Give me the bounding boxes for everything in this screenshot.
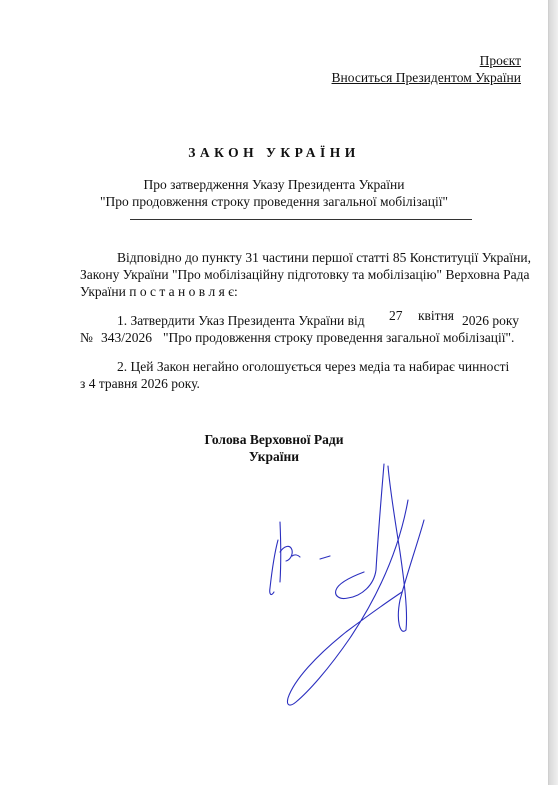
preamble-line-2: Закону України "Про мобілізаційну підготовку та мобілізацію" Верховна Рада xyxy=(80,267,530,282)
preamble-line-1: Відповідно до пункту 31 частини першої статті 85 Конституції України, xyxy=(117,250,531,265)
project-label: Проєкт xyxy=(479,53,521,68)
title-underline xyxy=(130,219,472,220)
law-title: ЗАКОН УКРАЇНИ xyxy=(188,145,360,160)
preamble-line-3: України п о с т а н о в л я є: xyxy=(80,284,238,299)
subtitle-line-1: Про затвердження Указу Президента України xyxy=(143,177,405,192)
item1-day: 27 xyxy=(389,308,403,323)
item1-number: 343/2026 xyxy=(101,330,153,345)
item1-decree-title: "Про продовження строку проведення загальної мобілізації". xyxy=(163,330,515,345)
item1-month: квітня xyxy=(418,308,455,323)
submitted-by-label: Вноситься Президентом України xyxy=(331,70,521,85)
item1-year: 2026 року xyxy=(462,313,519,328)
signatory-title-line-2: України xyxy=(248,449,300,464)
viewer-edge xyxy=(549,0,558,785)
signatory-title-line-1: Голова Верховної Ради xyxy=(204,432,344,447)
subtitle-line-2: "Про продовження строку проведення загальної мобілізації" xyxy=(100,194,448,209)
item2-line-2: з 4 травня 2026 року. xyxy=(80,376,200,391)
item2-line-1: 2. Цей Закон негайно оголошується через медіа та набирає чинності xyxy=(117,359,510,374)
signature-strokes xyxy=(270,464,424,705)
item1-number-sign: № xyxy=(80,330,93,345)
item1-prefix: 1. Затвердити Указ Президента України від xyxy=(117,313,365,328)
handwritten-signature xyxy=(250,460,440,720)
